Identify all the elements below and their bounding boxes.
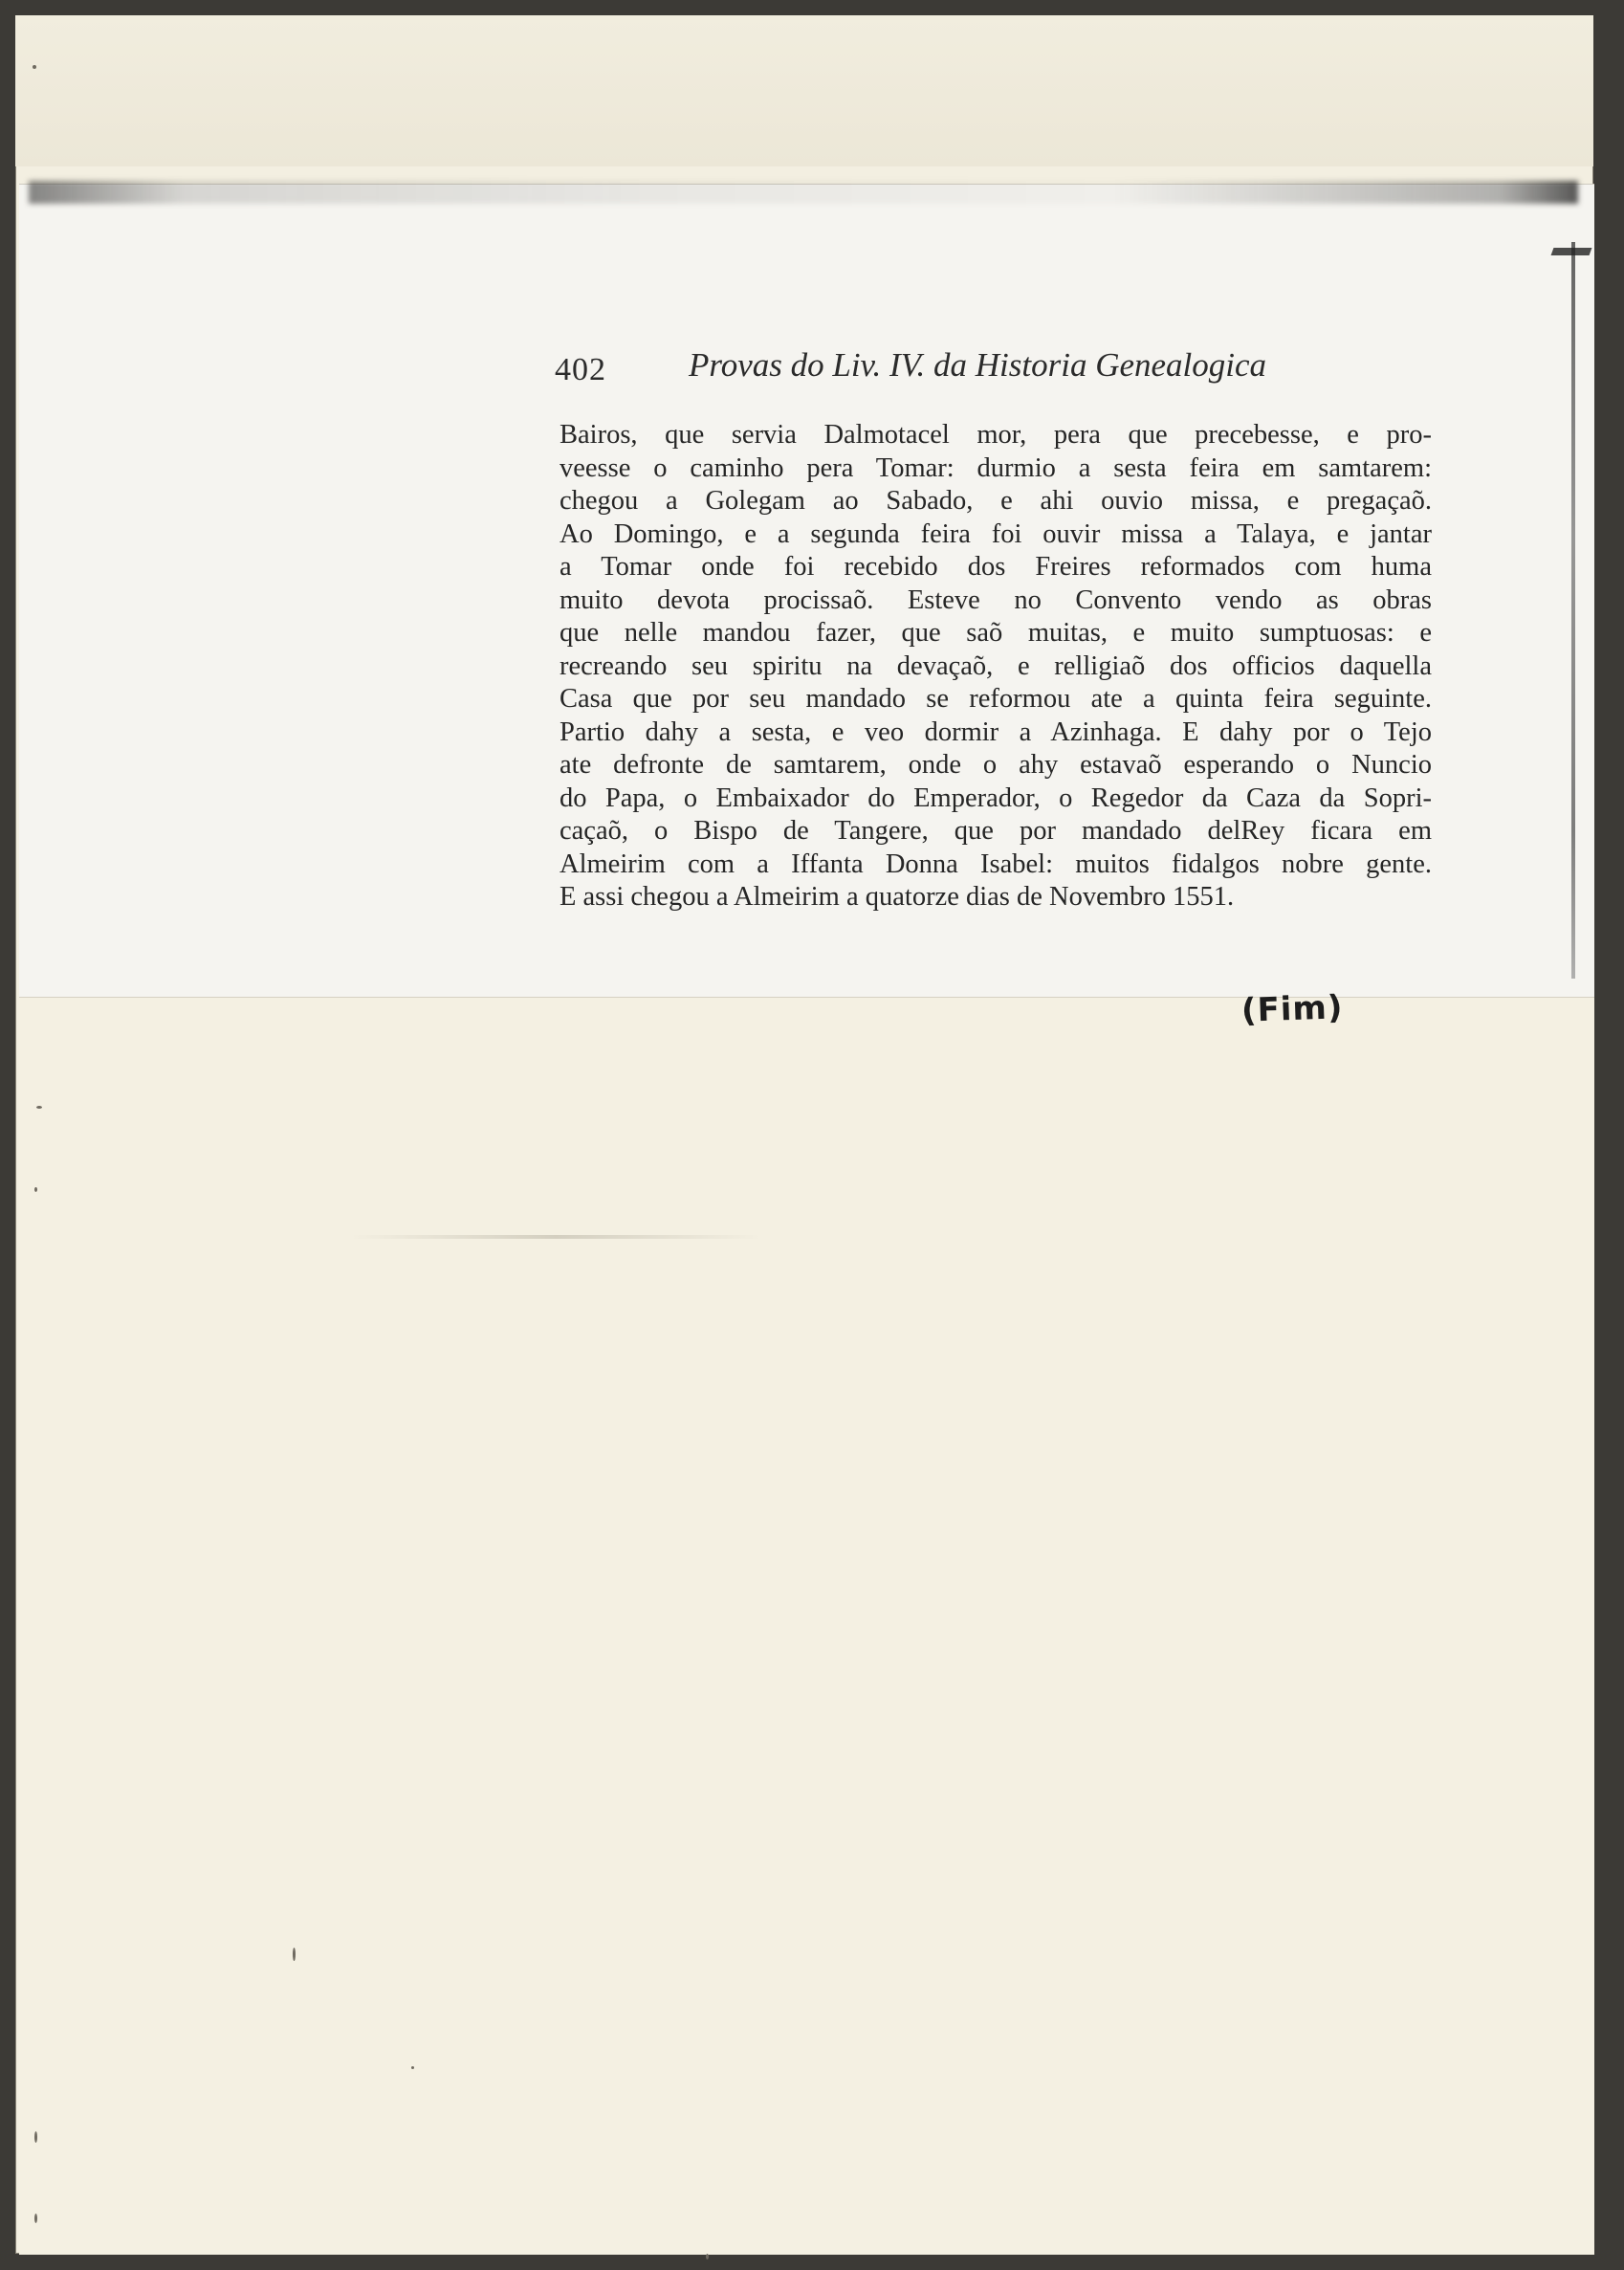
clipping-shadow [29, 181, 1578, 204]
body-text [560, 419, 1432, 915]
handwritten-note: (Fim) [1240, 988, 1345, 1030]
text-line: caçaõ, o Bispo de Tangere, que por mandado delRey ficara em [560, 816, 1432, 846]
running-title: Provas do Liv. IV. da Historia Genealogica [689, 346, 1267, 384]
page-number: 402 [555, 352, 606, 387]
faint-crease [350, 1235, 761, 1239]
paper-speck [706, 2254, 709, 2259]
text-line: recreando seu spiritu na devaçaõ, e relligiaõ dos officios daquella [560, 650, 1432, 681]
clipping-right-edge [1571, 242, 1575, 979]
text-line: chegou a Golegam ao Sabado, e ahi ouvio missa, e pregaçaõ. [560, 486, 1432, 516]
paper-speck [34, 2131, 37, 2143]
paper-speck [36, 1106, 42, 1109]
text-line: ate defronte de samtarem, onde o ahy estavaõ esperando o Nuncio [560, 750, 1432, 780]
text-line: muito devota procissaõ. Esteve no Convento vendo as obras [560, 584, 1432, 615]
text-line: Casa que por seu mandado se reformou ate a quinta feira seguinte. [560, 684, 1432, 714]
paper-speck [33, 65, 36, 69]
clipping-corner-mark [1551, 248, 1592, 255]
paper-speck [293, 1948, 296, 1961]
paper-speck [411, 2066, 414, 2069]
text-line: Almeirim com a Iffanta Donna Isabel: muitos fidalgos nobre gente. [560, 848, 1432, 879]
text-line: Ao Domingo, e a segunda feira foi ouvir missa a Talaya, e jantar [560, 518, 1432, 549]
text-line: do Papa, o Embaixador do Emperador, o Regedor da Caza da Sopri- [560, 782, 1432, 813]
running-head [555, 346, 1377, 388]
text-line: a Tomar onde foi recebido dos Freires reformados com huma [560, 552, 1432, 582]
text-line: Bairos, que servia Dalmotacel mor, pera que precebesse, e pro- [560, 420, 1432, 450]
paper-speck [34, 1187, 37, 1192]
text-line: que nelle mandou fazer, que saõ muitas, e muito sumptuosas: e [560, 618, 1432, 648]
paper-speck [34, 2214, 37, 2223]
text-line: E assi chegou a Almeirim a quatorze dias de Novembro 1551. [560, 882, 1235, 912]
top-margin-strip [15, 15, 1593, 166]
text-line: Partio dahy a sesta, e veo dormir a Azinhaga. E dahy por o Tejo [560, 716, 1432, 747]
text-line: veesse o caminho pera Tomar: durmio a sesta feira em samtarem: [560, 452, 1432, 483]
lower-blank-area [19, 997, 1594, 2255]
